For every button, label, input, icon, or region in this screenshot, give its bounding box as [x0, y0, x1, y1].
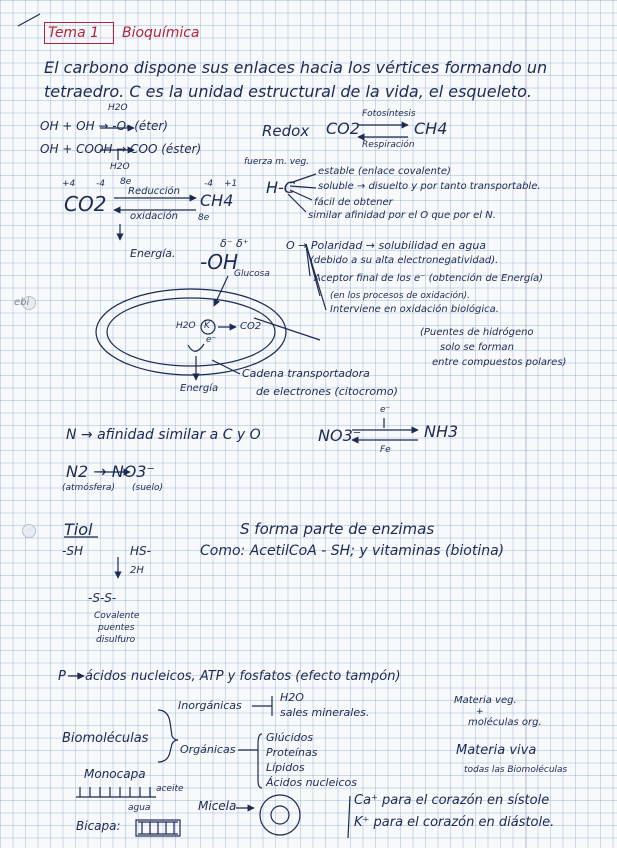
intro-line-2: tetraedro. C es la unidad estructural de la vida, el esqueleto.	[44, 82, 532, 101]
bio-proteinas: Proteínas	[266, 746, 318, 759]
mito-co2: CO2	[240, 321, 262, 332]
ca-line: Ca⁺ para el corazón en sístole	[354, 793, 550, 808]
intro-line-1: El carbono dispone sus enlaces hacia los vértices formando un	[44, 58, 548, 77]
p-line: P → ácidos nucleicos, ATP y fosfatos (efecto tampón)	[58, 669, 401, 684]
bio-inorganicas: Inorgánicas	[178, 699, 242, 712]
redox-ch4: CH4	[414, 119, 448, 138]
page-title: Tema 1	[48, 25, 100, 41]
n-afinidad: N → afinidad similar a C y O	[66, 427, 261, 443]
bio-organicas: Orgánicas	[180, 743, 236, 756]
o-interviene: Interviene en oxidación biológica.	[330, 304, 499, 315]
materia-viva-2: todas las Biomoléculas	[464, 765, 568, 775]
o-polaridad: O → Polaridad → solubilidad en agua	[286, 239, 487, 252]
redox-fotosintesis: Fotosíntesis	[362, 109, 416, 119]
n2-atmosfera: (atmósfera)	[62, 483, 115, 493]
n2-suelo: (suelo)	[132, 483, 163, 493]
bio-sales: sales minerales.	[280, 706, 370, 719]
eq-eter-top: H2O	[108, 103, 128, 113]
tiol-hs: HS-	[130, 544, 151, 558]
monocapa-agua: agua	[128, 803, 151, 813]
mito-glucosa: Glucosa	[234, 269, 270, 279]
mito-energia: Energía	[180, 383, 219, 394]
n-no3: NO3⁻	[318, 426, 362, 445]
o-aceptor: Aceptor final de los e⁻ (obtención de Energía)	[314, 273, 544, 284]
oh-formula: -OH	[200, 250, 238, 274]
tiol-disulfuro: disulfuro	[96, 635, 136, 645]
tiol-sh: -SH	[62, 544, 83, 558]
tiol-covalente: Covalente	[94, 611, 140, 621]
n2-equation: N2 → NO3⁻	[66, 462, 155, 481]
bio-label: Biomoléculas	[62, 731, 149, 746]
materia-viva-1: Materia viva	[456, 743, 537, 758]
ox-ch4: CH4	[200, 191, 234, 210]
puentes-2: solo se forman	[440, 342, 514, 353]
hc-fuerza: fuerza m. veg.	[244, 157, 310, 167]
ox-oxidacion: oxidación	[130, 211, 179, 222]
ox-co2: CO2	[64, 192, 107, 216]
redox-label: Redox	[262, 122, 310, 140]
hc-similar: similar afinidad por el O que por el N.	[308, 210, 496, 221]
hc-facil: fácil de obtener	[314, 197, 393, 208]
mito-cadena-2: de electrones (citocromo)	[256, 385, 398, 398]
mito-e: e⁻	[206, 335, 217, 345]
page-subtitle: Bioquímica	[122, 25, 200, 41]
eq-ester: OH + COOH → COO (éster)	[40, 142, 202, 156]
puentes-1: (Puentes de hidrógeno	[420, 327, 534, 338]
eq-ester-bottom: H2O	[110, 162, 130, 172]
page-mark: ebi	[14, 297, 30, 308]
oh-delta: δ⁻ δ⁺	[220, 237, 249, 250]
hc-estable: estable (enlace covalente)	[318, 166, 451, 177]
k-line: K⁺ para el corazón en diástole.	[354, 815, 555, 830]
materia-veg-1: Materia veg.	[454, 695, 517, 706]
bicapa-label: Bicapa:	[76, 819, 121, 833]
bio-glucidos: Glúcidos	[266, 731, 314, 744]
hc-soluble: soluble → disuelto y por tanto transportable.	[318, 181, 541, 192]
mito-k: K	[204, 321, 210, 331]
puentes-3: entre compuestos polares)	[432, 357, 567, 368]
ox-minus4-right: -4	[204, 179, 213, 189]
monocapa-aceite: aceite	[156, 784, 184, 794]
mito-h2o: H2O	[176, 321, 196, 331]
bio-acidos: Ácidos nucleicos	[266, 776, 357, 789]
ox-plus4: +4	[62, 179, 76, 189]
eq-eter: OH + OH → -O- (éter)	[40, 119, 168, 133]
energia-1: Energía.	[130, 247, 176, 260]
micela-label: Micela	[198, 799, 237, 813]
n-fe-bottom: Fe	[380, 445, 391, 455]
ox-8e-top: 8e	[120, 177, 132, 187]
ox-8e-bottom: 8e	[198, 213, 210, 223]
tiol-ss: -S-S-	[88, 591, 117, 605]
redox-co2: CO2	[326, 119, 360, 138]
o-procesos: (en los procesos de oxidación).	[330, 291, 471, 301]
monocapa-label: Monocapa	[84, 767, 146, 781]
binder-hole	[22, 524, 36, 538]
n-nh3: NH3	[424, 422, 459, 441]
tiol-2h: 2H	[130, 565, 144, 576]
ox-reduccion: Reducción	[128, 186, 181, 197]
redox-respiracion: Respiración	[362, 140, 415, 150]
materia-veg-2: moléculas org.	[468, 717, 542, 728]
bio-lipidos: Lípidos	[266, 761, 305, 774]
hc-label: H-C	[266, 178, 295, 197]
o-debido: (debido a su alta electronegatividad).	[310, 255, 499, 266]
tiol-puentes: puentes	[98, 623, 135, 633]
materia-veg-plus: +	[476, 707, 484, 717]
mito-cadena-1: Cadena transportadora	[242, 367, 370, 380]
s-como: Como: AcetilCoA - SH; y vitaminas (biotina)	[200, 543, 505, 559]
ox-minus4-left: -4	[96, 179, 105, 189]
ox-plus1: +1	[224, 179, 238, 189]
s-enzimas: S forma parte de enzimas	[240, 520, 435, 538]
tiol-label: Tiol	[64, 520, 93, 539]
bio-h2o: H2O	[280, 691, 304, 704]
n-e-top: e⁻	[380, 405, 391, 415]
